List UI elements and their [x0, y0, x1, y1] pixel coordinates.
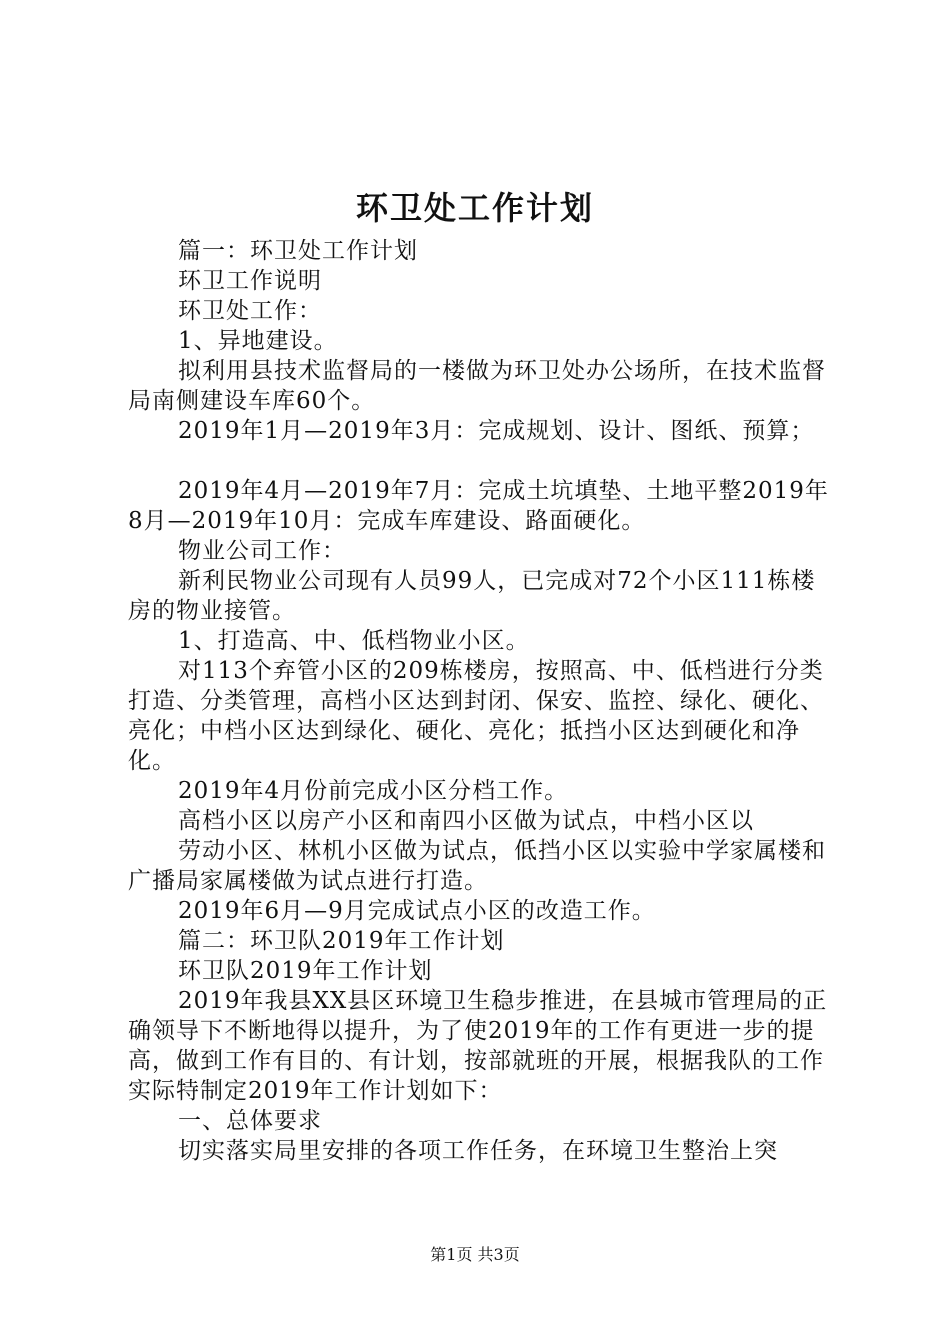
- paragraph: 劳动小区、林机小区做为试点，低挡小区以实验中学家属楼和广播局家属楼做为试点进行打造。: [128, 838, 826, 894]
- paragraph: 新利民物业公司现有人员99人，已完成对72个小区111栋楼房的物业接管。: [128, 568, 816, 624]
- paragraph: 2019年1月—2019年3月：完成规划、设计、图纸、预算；: [178, 418, 815, 444]
- paragraph: 物业公司工作：: [178, 538, 346, 564]
- paragraph: 2019年4月—2019年7月：完成土坑填垫、土地平整2019年8月—2019年10月：完成车库建设、路面硬化。: [128, 478, 829, 534]
- paragraph: 一、总体要求: [178, 1108, 322, 1134]
- paragraph: 篇一：环卫处工作计划: [178, 238, 418, 264]
- paragraph: 环卫处工作：: [178, 298, 322, 324]
- paragraph: 2019年6月—9月完成试点小区的改造工作。: [178, 898, 656, 924]
- paragraph: 拟利用县技术监督局的一楼做为环卫处办公场所，在技术监督局南侧建设车库60个。: [128, 358, 826, 414]
- paragraph: 切实落实局里安排的各项工作任务，在环境卫生整治上突: [178, 1138, 778, 1164]
- document-title: 环卫处工作计划: [355, 189, 594, 227]
- paragraph: 环卫队2019年工作计划: [178, 958, 433, 984]
- paragraph: 篇二：环卫队2019年工作计划: [178, 928, 505, 954]
- paragraph: 对113个弃管小区的209栋楼房，按照高、中、低档进行分类打造、分类管理，高档小区达到封闭、保安、监控、绿化、硬化、亮化；中档小区达到绿化、硬化、亮化；抵挡小区达到硬化和净化。: [128, 658, 824, 774]
- paragraph: 高档小区以房产小区和南四小区做为试点，中档小区以: [178, 808, 754, 834]
- paragraph: 环卫工作说明: [178, 268, 322, 294]
- paragraph: 1、异地建设。: [178, 328, 338, 354]
- paragraph: 1、打造高、中、低档物业小区。: [178, 628, 530, 654]
- blank-line: [128, 446, 834, 476]
- document-body: [128, 236, 834, 1166]
- page-footer: 第1页 共3页: [430, 1245, 520, 1264]
- paragraph: 2019年4月份前完成小区分档工作。: [178, 778, 569, 804]
- paragraph: 2019年我县XX县区环境卫生稳步推进，在县城市管理局的正确领导下不断地得以提升，为了使2019年的工作有更进一步的提高，做到工作有目的、有计划，按部就班的开展，根据我队的工作实际特制定2019年工作计划如下：: [128, 988, 828, 1104]
